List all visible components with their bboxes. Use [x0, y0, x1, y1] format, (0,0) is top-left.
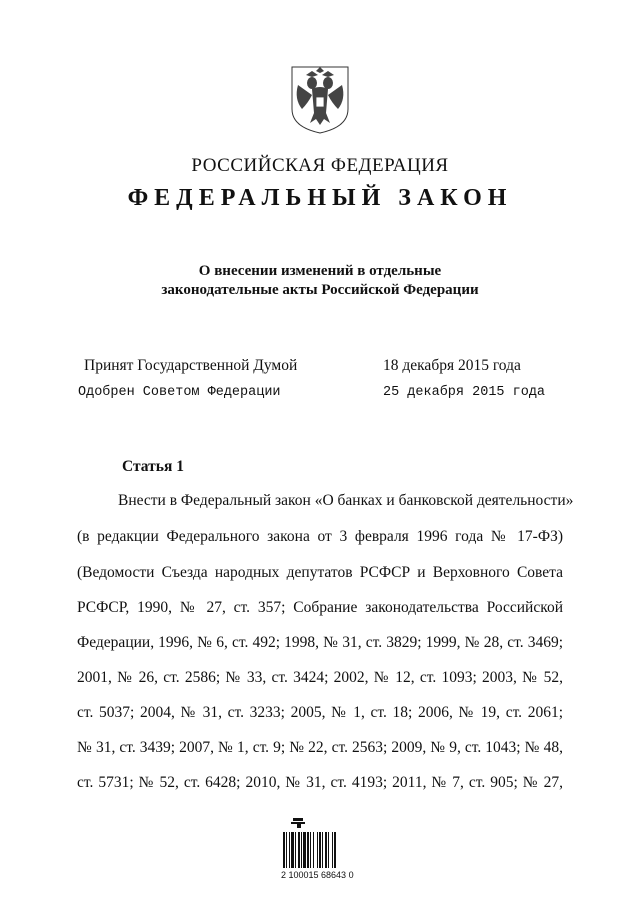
document-type-title: ФЕДЕРАЛЬНЫЙ ЗАКОН — [127, 185, 513, 211]
country-title: РОССИЙСКАЯ ФЕДЕРАЦИЯ — [191, 155, 449, 176]
article-title: Статья 1 — [122, 458, 184, 475]
body-line-8: № 31, ст. 3439; 2007, № 1, ст. 9; № 22, ст. 2563; 2009, № 9, ст. 1043; № 48, — [77, 739, 563, 756]
body-line-3: (Ведомости Съезда народных депутатов РСФСР и Верховного Совета — [77, 564, 563, 581]
coat-of-arms-icon — [290, 65, 350, 135]
body-line-7: ст. 5037; 2004, № 31, ст. 3233; 2005, № 1, ст. 18; 2006, № 19, ст. 2061; — [77, 704, 563, 721]
body-line-9: ст. 5731; № 52, ст. 6428; 2010, № 31, ст. 4193; 2011, № 7, ст. 905; № 27, — [77, 774, 563, 791]
body-line-2: (в редакции Федерального закона от 3 февраля 1996 года № 17-ФЗ) — [77, 528, 563, 545]
barcode-number: 2 100015 68643 0 — [281, 870, 354, 880]
body-line-1: Внести в Федеральный закон «О банках и банковской деятельности» — [118, 492, 574, 509]
body-line-6: 2001, № 26, ст. 2586; № 33, ст. 3424; 2002, № 12, ст. 1093; 2003, № 52, — [77, 669, 563, 686]
approved-date: 25 декабря 2015 года — [383, 385, 546, 400]
body-line-5: Федерации, 1996, № 6, ст. 492; 1998, № 31, ст. 3829; 1999, № 28, ст. 3469; — [77, 634, 563, 651]
adopted-label: Принят Государственной Думой — [84, 357, 298, 374]
subject-line-2: законодательные акты Российской Федерации — [161, 282, 479, 298]
barcode-icon — [281, 818, 355, 870]
approved-label: Одобрен Советом Федерации — [78, 385, 281, 400]
subject-line-1: О внесении изменений в отдельные — [198, 263, 442, 279]
body-line-4: РСФСР, 1990, № 27, ст. 357; Собрание законодательства Российской — [77, 599, 563, 616]
adopted-date: 18 декабря 2015 года — [383, 357, 521, 374]
